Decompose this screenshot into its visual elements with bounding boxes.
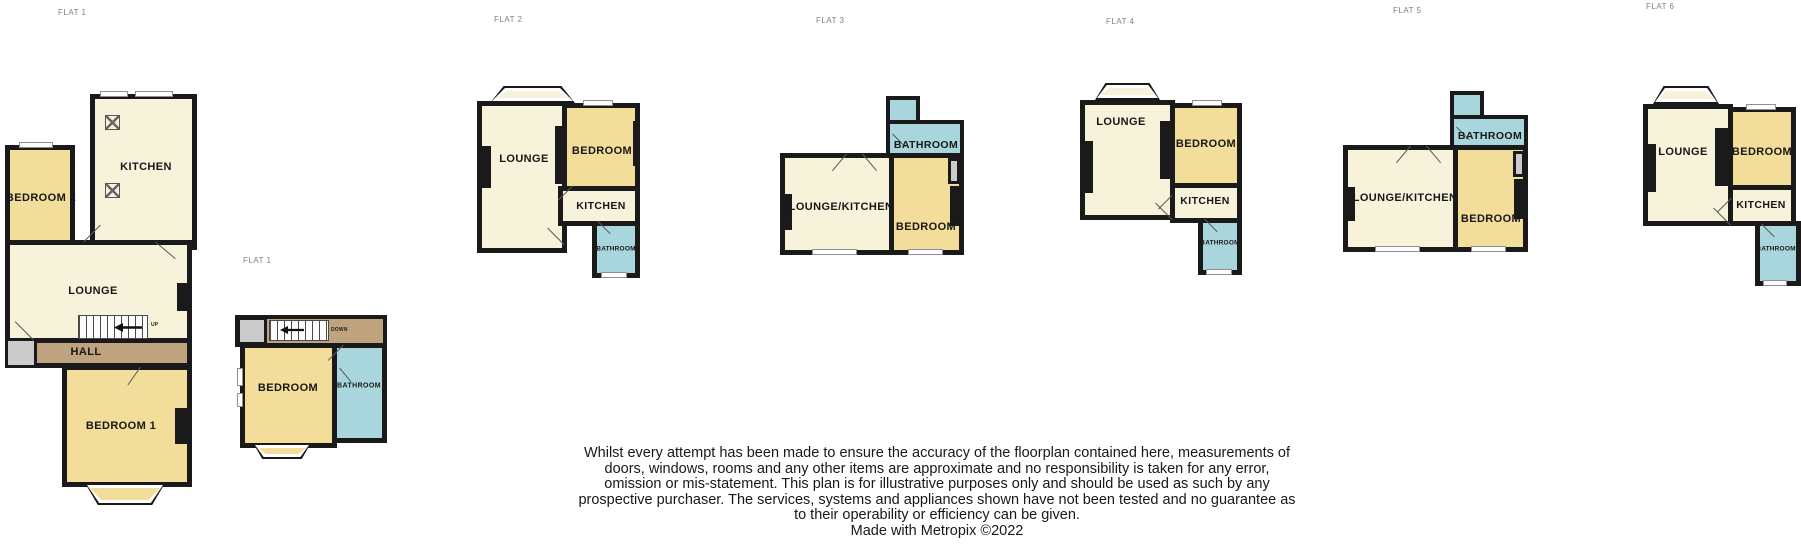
window	[1763, 280, 1787, 286]
room-label-lounge: LOUNGE	[1096, 116, 1146, 128]
window	[601, 272, 627, 278]
room-label-kitchen: KITCHEN	[120, 161, 172, 173]
window	[908, 249, 943, 255]
flat-2-label: FLAT 2	[494, 15, 523, 24]
window	[135, 91, 173, 97]
service-duct	[948, 158, 960, 184]
flat-4-label: FLAT 4	[1106, 17, 1135, 26]
window	[583, 100, 613, 106]
room-join	[890, 124, 916, 132]
room-label-bedroom: BEDROOM	[257, 382, 319, 394]
chimney-breast	[1715, 128, 1730, 186]
hob-icon	[105, 115, 120, 130]
stairs-direction-label: UP	[151, 322, 159, 328]
flat-1-upper-label: FLAT 1	[243, 256, 272, 265]
flat-4-plan	[1080, 83, 1242, 275]
room-label-bedroom: BEDROOM	[1731, 146, 1793, 158]
window	[1375, 246, 1420, 252]
room-label-kitchen: KITCHEN	[1180, 195, 1230, 207]
room-label-bedroom: BEDROOM	[571, 145, 633, 157]
room-label-bathroom: BATHROOM	[1756, 245, 1796, 253]
flat-1-ground-plan	[5, 85, 195, 505]
window	[237, 393, 243, 407]
chimney-breast	[175, 408, 192, 444]
room-label-lounge: LOUNGE	[499, 153, 549, 165]
room-label-lounge: LOUNGE	[1658, 146, 1708, 158]
window	[1471, 246, 1506, 252]
stairs-direction-label: DOWN	[331, 327, 348, 333]
room-label-bathroom: BATHROOM	[337, 382, 381, 390]
service-duct	[1513, 151, 1525, 177]
room-label-kitchen: KITCHEN	[576, 200, 626, 212]
chimney-breast	[479, 146, 491, 188]
window	[812, 249, 857, 255]
chimney-breast	[633, 121, 640, 166]
window	[1206, 269, 1232, 275]
chimney-breast	[1160, 121, 1175, 179]
room-label-bathroom: BATHROOM	[596, 245, 636, 253]
room-join	[1454, 119, 1480, 125]
flat-1-upper-plan	[235, 313, 387, 458]
entry-porch	[5, 338, 37, 368]
window	[1746, 104, 1776, 110]
bay-window	[85, 483, 165, 505]
disclaimer-text: Whilst every attempt has been made to ensure the accuracy of the floorplan contained here, measurements of doors, windows, rooms and any other items are approximate and no responsibility is taken for any error, omission or mis-statement. This plan is for illustrative purposes only and should be used as such by any prospective purchaser. The services, systems and appliances shown have not been tested and no guarantee as to their operability or efficiency can be given.	[578, 445, 1296, 524]
disclaimer-block	[575, 446, 1299, 540]
window	[19, 142, 53, 148]
room-label-bathroom: BATHROOM	[893, 139, 959, 151]
room-label-lounge-kitchen: LOUNGE/KITCHEN	[1352, 192, 1458, 204]
entry-porch	[237, 317, 267, 345]
down-arrow-icon	[279, 326, 305, 334]
chimney-breast	[950, 186, 964, 226]
room-label-hall: HALL	[70, 346, 102, 358]
room-bathroom	[1198, 218, 1242, 275]
window	[237, 368, 243, 386]
chimney-breast	[177, 283, 192, 311]
bay-window	[1653, 86, 1719, 104]
room-label-kitchen: KITCHEN	[1736, 199, 1786, 211]
flat-3-label: FLAT 3	[816, 16, 845, 25]
disclaimer-credit: Made with Metropix ©2022	[850, 522, 1024, 539]
room-label-bedroom: BEDROOM	[1460, 213, 1522, 225]
room-label-bedroom: BEDROOM	[895, 221, 957, 233]
room-label-bathroom: BATHROOM	[1200, 239, 1240, 247]
room-label-bedroom: BEDROOM	[1175, 138, 1237, 150]
room-label-bedroom-1: BEDROOM 1	[85, 420, 157, 432]
room-label-lounge-kitchen: LOUNGE/KITCHEN	[788, 201, 894, 213]
room-label-bedroom-2: BEDROOM 2	[5, 192, 77, 204]
window	[1192, 100, 1222, 106]
hob-icon	[105, 183, 120, 198]
chimney-breast	[555, 126, 567, 184]
bay-window	[1095, 83, 1160, 100]
up-arrow-icon	[113, 323, 143, 332]
chimney-breast	[1643, 144, 1656, 192]
chimney-breast	[1080, 141, 1093, 193]
flat-2-plan	[477, 86, 640, 278]
flat-6-label: FLAT 6	[1646, 2, 1675, 11]
flat-3-plan	[780, 96, 975, 256]
room-bedroom	[240, 343, 337, 448]
room-label-lounge: LOUNGE	[68, 285, 118, 297]
flat-5-label: FLAT 5	[1393, 6, 1422, 15]
bay-window	[253, 443, 311, 459]
room-bathroom	[332, 343, 387, 443]
room-label-bathroom: BATHROOM	[1457, 130, 1523, 142]
room-bathroom	[1755, 221, 1801, 286]
flat-5-plan	[1343, 91, 1528, 253]
window	[100, 91, 128, 97]
flat-1-label: FLAT 1	[58, 8, 87, 17]
flat-6-plan	[1643, 86, 1801, 286]
